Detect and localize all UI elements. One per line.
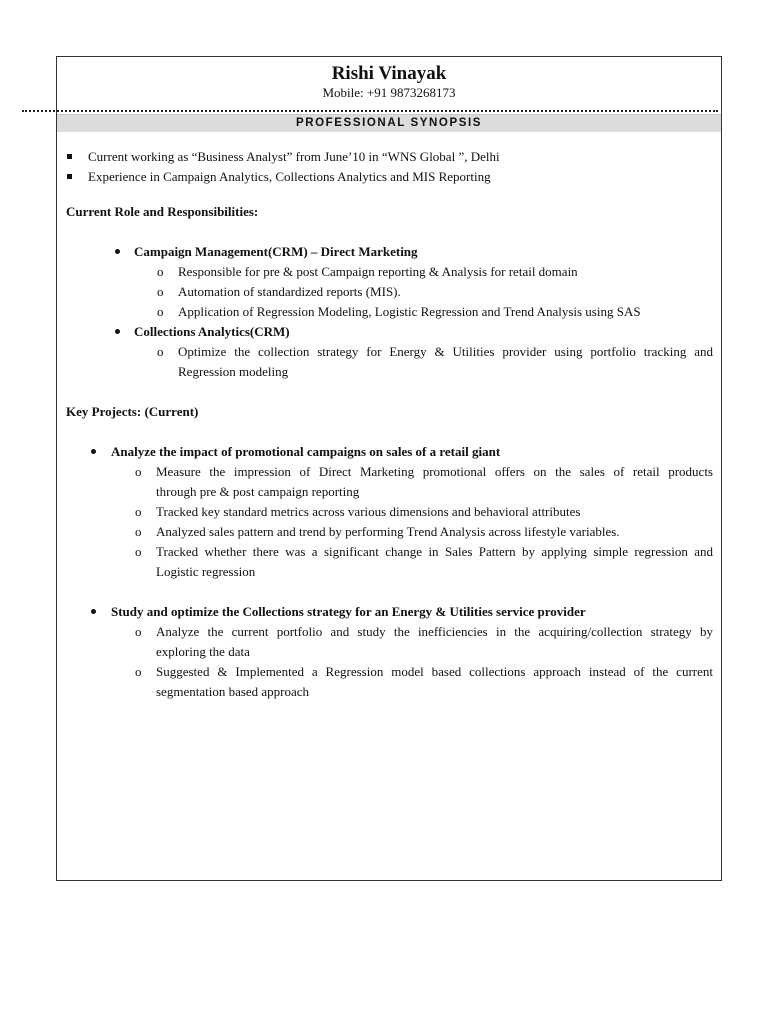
current-role-heading: Current Role and Responsibilities: xyxy=(66,204,259,219)
synopsis-item: Current working as “Business Analyst” from June’10 in “WNS Global ”, Delhi xyxy=(88,149,500,164)
bullet-dot-icon xyxy=(91,609,96,614)
circle-bullet-icon: o xyxy=(157,264,164,279)
role-item: Responsible for pre & post Campaign reporting & Analysis for retail domain xyxy=(178,264,578,279)
project-item: Analyze the current portfolio and study the inefficiencies in the acquiring/collection strategy by xyxy=(156,624,713,639)
circle-bullet-icon: o xyxy=(157,284,164,299)
project-title: Analyze the impact of promotional campaigns on sales of a retail giant xyxy=(111,444,501,459)
project-item: Analyzed sales pattern and trend by performing Trend Analysis across lifestyle variables. xyxy=(156,524,620,539)
project-item-continuation: Logistic regression xyxy=(156,564,256,579)
project-item-continuation: exploring the data xyxy=(156,644,250,659)
square-bullet-icon xyxy=(67,154,72,159)
dotted-divider xyxy=(22,110,718,112)
role-group-title: Collections Analytics(CRM) xyxy=(134,324,290,339)
mobile-number: Mobile: +91 9873268173 xyxy=(322,85,456,100)
circle-bullet-icon: o xyxy=(135,544,142,559)
role-item: Application of Regression Modeling, Logistic Regression and Trend Analysis using SAS xyxy=(178,304,641,319)
role-group-title: Campaign Management(CRM) – Direct Marketing xyxy=(134,244,418,259)
project-item: Measure the impression of Direct Marketing promotional offers on the sales of retail products xyxy=(156,464,713,479)
project-title: Study and optimize the Collections strategy for an Energy & Utilities service provider xyxy=(111,604,586,619)
circle-bullet-icon: o xyxy=(157,304,164,319)
circle-bullet-icon: o xyxy=(135,464,142,479)
role-item: Optimize the collection strategy for Energy & Utilities provider using portfolio tracking and xyxy=(178,344,713,359)
project-item: Tracked whether there was a significant change in Sales Pattern by applying simple regression and xyxy=(156,544,713,559)
bullet-dot-icon xyxy=(115,329,120,334)
bullet-dot-icon xyxy=(115,249,120,254)
section-title-synopsis: PROFESSIONAL SYNOPSIS xyxy=(295,117,483,129)
project-item-continuation: segmentation based approach xyxy=(156,684,310,699)
circle-bullet-icon: o xyxy=(135,624,142,639)
project-item-continuation: through pre & post campaign reporting xyxy=(156,484,360,499)
role-item-continuation: Regression modeling xyxy=(178,364,289,379)
circle-bullet-icon: o xyxy=(135,524,142,539)
project-item: Tracked key standard metrics across various dimensions and behavioral attributes xyxy=(156,504,581,519)
circle-bullet-icon: o xyxy=(135,504,142,519)
bullet-dot-icon xyxy=(91,449,96,454)
circle-bullet-icon: o xyxy=(135,664,142,679)
synopsis-item: Experience in Campaign Analytics, Collections Analytics and MIS Reporting xyxy=(88,169,491,184)
role-item: Automation of standardized reports (MIS). xyxy=(178,284,401,299)
project-item: Suggested & Implemented a Regression model based collections approach instead of the current xyxy=(156,664,713,679)
circle-bullet-icon: o xyxy=(157,344,164,359)
key-projects-heading: Key Projects: (Current) xyxy=(66,404,199,419)
candidate-name: Rishi Vinayak xyxy=(331,63,447,84)
square-bullet-icon xyxy=(67,174,72,179)
